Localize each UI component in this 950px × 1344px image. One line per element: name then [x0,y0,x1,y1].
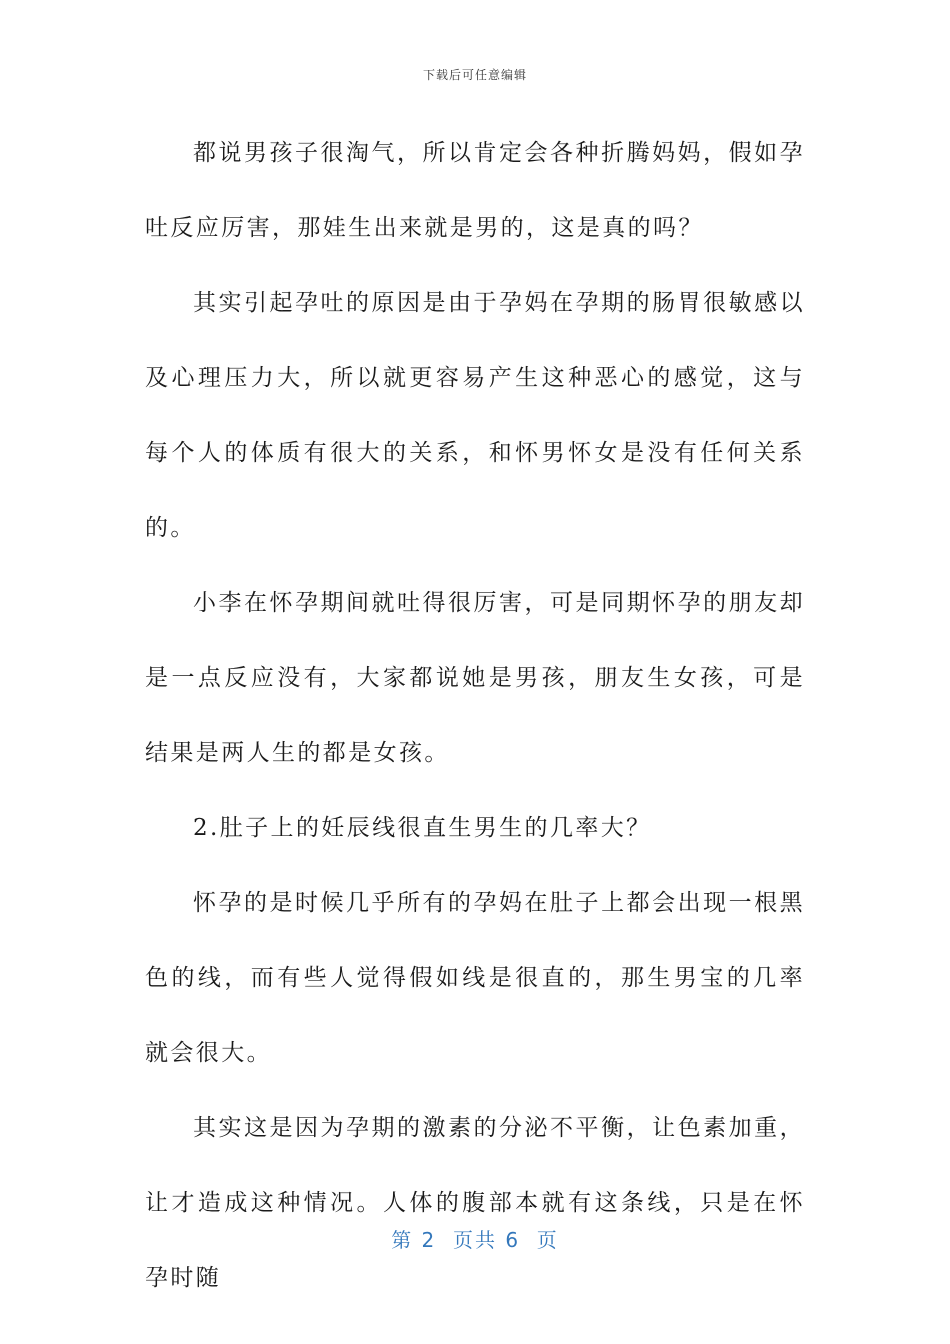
page-number-footer: 第 2 页共 6 页 [391,1228,559,1252]
paragraph: 其实这是因为孕期的激素的分泌不平衡，让色素加重，让才造成这种情况。人体的腹部本就有这条线，只是在怀孕时随 [145,1115,805,1291]
section-heading: 2.肚子上的妊辰线很直生男生的几率大？ [193,815,652,841]
document-body [145,116,805,1316]
paragraph: 其实引起孕吐的原因是由于孕妈在孕期的肠胃很敏感以及心理压力大，所以就更容易产生这种恶心的感觉，这与每个人的体质有很大的关系，和怀男怀女是没有任何关系的。 [145,290,805,541]
paragraph: 怀孕的是时候几乎所有的孕妈在肚子上都会出现一根黑色的线，而有些人觉得假如线是很直的，那生男宝的几率就会很大。 [145,890,805,1066]
header-note: 下载后可任意编辑 [422,68,527,82]
paragraph: 小李在怀孕期间就吐得很厉害，可是同期怀孕的朋友却是一点反应没有，大家都说她是男孩，朋友生女孩，可是结果是两人生的都是女孩。 [145,590,805,766]
paragraph: 都说男孩子很淘气，所以肯定会各种折腾妈妈，假如孕吐反应厉害，那娃生出来就是男的，这是真的吗？ [145,140,805,241]
